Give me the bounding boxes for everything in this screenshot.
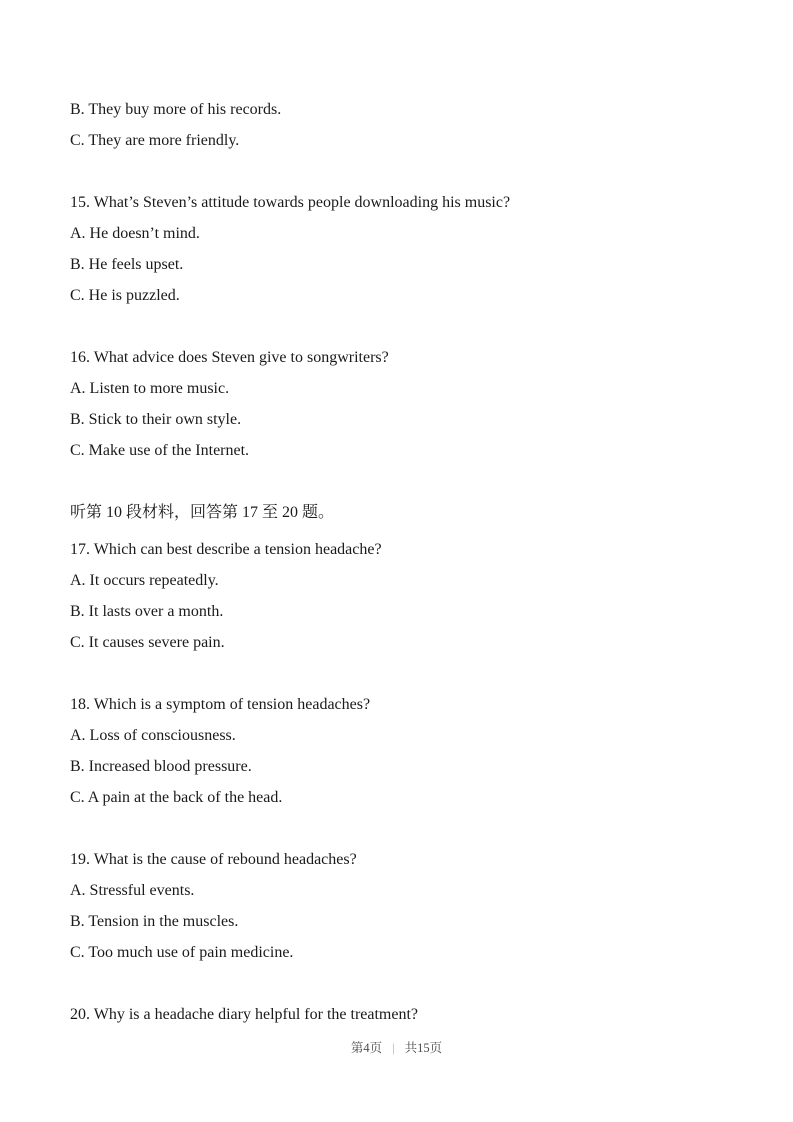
section-10-block [70, 497, 733, 658]
question-text: 16. What advice does Steven give to songwriters? [70, 349, 389, 366]
page-footer [0, 1038, 793, 1056]
page-number: 第4页 [350, 1041, 383, 1055]
option-text: C. A pain at the back of the head. [70, 789, 283, 806]
question-text: 15. What’s Steven’s attitude towards people downloading his music? [70, 194, 511, 211]
option-text: C. He is puzzled. [70, 287, 180, 304]
question-text: 19. What is the cause of rebound headaches? [70, 851, 357, 868]
option-text: B. Stick to their own style. [70, 411, 242, 428]
option-text: C. Too much use of pain medicine. [70, 944, 294, 961]
question-text: 20. Why is a headache diary helpful for the treatment? [70, 1006, 419, 1023]
question-19-block [70, 844, 733, 968]
option-text: B. They buy more of his records. [70, 101, 282, 118]
option-text: A. It occurs repeatedly. [70, 572, 219, 589]
option-text: B. Increased blood pressure. [70, 758, 252, 775]
option-text: A. Listen to more music. [70, 380, 230, 397]
option-text: A. Loss of consciousness. [70, 727, 236, 744]
option-text: A. Stressful events. [70, 882, 195, 899]
option-text: C. They are more friendly. [70, 132, 240, 149]
footer-separator: | [392, 1041, 395, 1055]
question-text: 17. Which can best describe a tension headache? [70, 541, 382, 558]
question-16-block [70, 342, 733, 466]
section-instruction: 听第 10 段材料，回答第 17 至 20 题。 [70, 504, 335, 521]
option-text: A. He doesn’t mind. [70, 225, 200, 242]
question-18-block [70, 689, 733, 813]
option-text: B. He feels upset. [70, 256, 184, 273]
question-15-block [70, 187, 733, 311]
document-content [70, 94, 733, 1061]
question-20-block [70, 999, 733, 1030]
option-text: C. It causes severe pain. [70, 634, 225, 651]
option-text: B. It lasts over a month. [70, 603, 224, 620]
options-block [70, 94, 733, 156]
page-total: 共15页 [404, 1041, 443, 1055]
question-text: 18. Which is a symptom of tension headaches? [70, 696, 371, 713]
option-text: C. Make use of the Internet. [70, 442, 250, 459]
option-text: B. Tension in the muscles. [70, 913, 239, 930]
